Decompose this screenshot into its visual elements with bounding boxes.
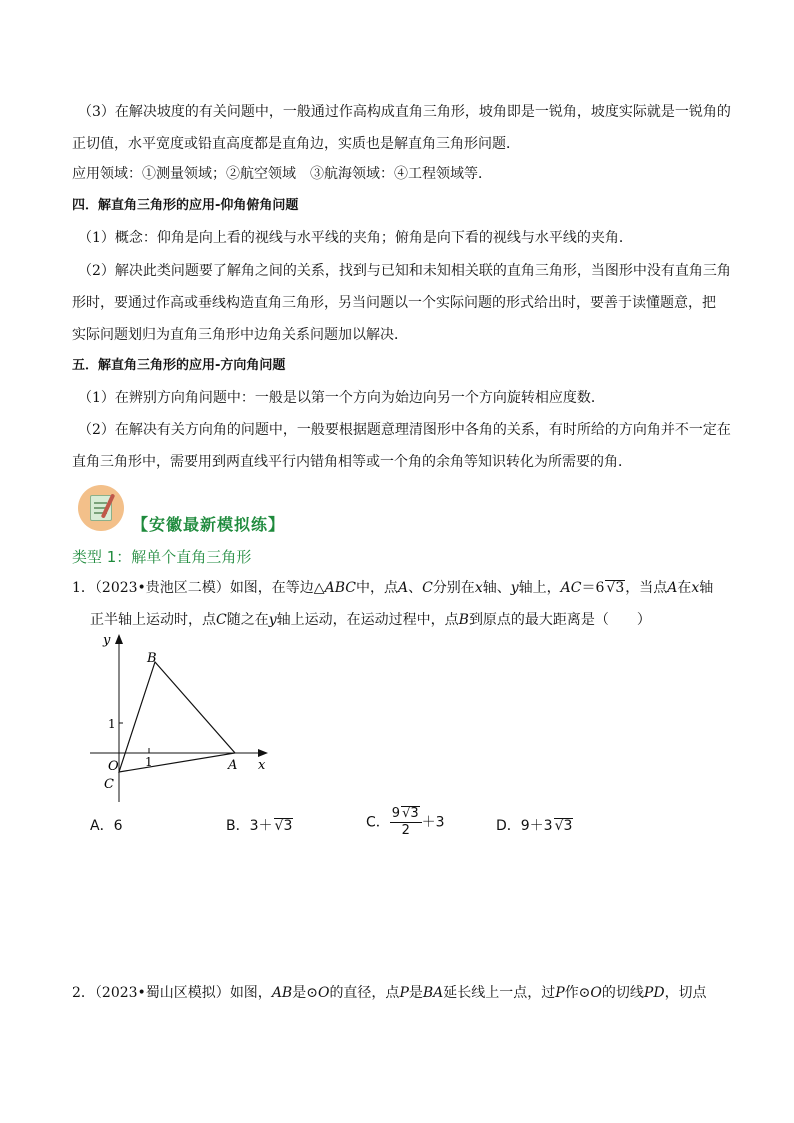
- label-c: C: [104, 777, 114, 792]
- section-heading-4: 四．解直角三角形的应用-仰角俯角问题: [72, 198, 299, 213]
- type-title: 类型 1：解单个直角三角形: [72, 548, 252, 566]
- choice-c[interactable]: C． $\frac{9 √3}{2}$ ＋3: [366, 806, 445, 838]
- question-1-line-1: 1．（2023•贵池区二模）如图，在等边△ABC中，点A、C分别在x轴、y轴上，AC＝6 √3，当点A在x轴: [72, 580, 714, 596]
- label-b: B: [147, 651, 157, 666]
- text-line-3: 应用领域：①测量领域；②航空领域 ③航海领域：④工程领域等．: [72, 166, 492, 182]
- text-line-5: （1）概念：仰角是向上看的视线与水平线的夹角；俯角是向下看的视线与水平线的夹角．: [78, 230, 633, 246]
- text-line-8: 实际问题划归为直角三角形中边角关系问题加以解决．: [72, 327, 408, 343]
- label-a: A: [228, 758, 238, 773]
- text-line-10: （1）在辨别方向角问题中：一般是以第一个方向为始边向另一个方向旋转相应度数．: [78, 390, 605, 406]
- triangle-abc: [119, 662, 238, 773]
- label-x: x: [258, 758, 266, 773]
- text-line-2: 正切值，水平宽度或铅直高度都是直角边，实质也是解直角三角形问题．: [72, 136, 520, 152]
- choice-d[interactable]: D．9＋3 √3: [496, 818, 573, 834]
- choice-b[interactable]: B．3＋ √3: [226, 818, 293, 834]
- tick-label-y-1: 1: [108, 717, 116, 731]
- section-heading-5: 五．解直角三角形的应用-方向角问题: [72, 358, 286, 373]
- text-line-6: （2）解决此类问题要了解角之间的关系，找到与已知和未知相关联的直角三角形，当图形中没有直角三角: [78, 263, 731, 279]
- tick-label-x-1: 1: [145, 755, 153, 769]
- y-axis-arrow-icon: [115, 634, 123, 644]
- question-1-line-2: 正半轴上运动时，点C随之在y轴上运动，在运动过程中，点B到原点的最大距离是（ ）: [90, 612, 651, 628]
- choice-a[interactable]: A．6: [90, 818, 123, 834]
- question-2-line-1: 2．（2023•蜀山区模拟）如图，AB是⊙O的直径，点P是BA延长线上一点，过P作⊙O的切线PD，切点: [72, 985, 707, 1001]
- text-line-7: 形时，要通过作高或垂线构造直角三角形，另当问题以一个实际问题的形式给出时，要善于读懂题意，把: [72, 295, 716, 311]
- label-y: y: [103, 633, 111, 648]
- text-line-11: （2）在解决有关方向角的问题中，一般要根据题意理清图形中各角的关系，有时所给的方向角并不一定在: [78, 422, 731, 438]
- question-1-figure: [84, 632, 284, 804]
- text-line-1: （3）在解决坡度的有关问题中，一般通过作高构成直角三角形，坡角即是一锐角，坡度实际就是一锐角的: [78, 104, 731, 120]
- label-o: O: [108, 759, 119, 774]
- section-title: 【安徽最新模拟练】: [132, 515, 286, 534]
- x-axis-arrow-icon: [258, 749, 268, 757]
- text-line-12: 直角三角形中，需要用到两直线平行内错角相等或一个角的余角等知识转化为所需要的角．: [72, 454, 632, 470]
- notebook-badge-icon: [78, 485, 124, 531]
